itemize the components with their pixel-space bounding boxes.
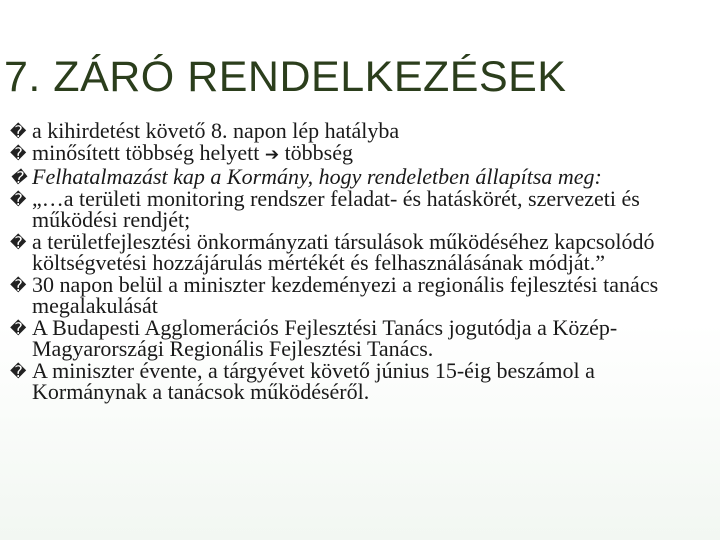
list-item bbox=[10, 185, 710, 232]
list-item bbox=[10, 166, 710, 188]
list-item bbox=[10, 271, 710, 318]
item-text: „…a területi monitoring rendszer feladat- és hatáskörét, szervezeti és működési rendjét; bbox=[32, 185, 640, 232]
bullet-icon: � bbox=[10, 122, 27, 141]
item-text: 30 napon belül a miniszter kezdeményezi a regionális fejlesztési tanács megalakulását bbox=[32, 271, 659, 318]
bullet-list bbox=[10, 120, 710, 403]
bullet-icon: � bbox=[10, 232, 27, 252]
bullet-icon: � bbox=[10, 318, 27, 338]
list-item bbox=[10, 120, 710, 142]
item-text: minősített többség helyett bbox=[32, 139, 260, 165]
slide-title: 7. ZÁRÓ RENDELKEZÉSEK bbox=[4, 53, 567, 101]
item-text: A Budapesti Agglomerációs Fejlesztési Tanács jogutódja a Közép-Magyarországi Regionális Fejlesztési Tanács. bbox=[32, 314, 618, 361]
item-text: Felhatalmazást kap a Kormány, hogy rendeletben állapítsa meg: bbox=[32, 164, 602, 189]
list-item bbox=[10, 357, 710, 404]
bullet-icon: � bbox=[10, 168, 27, 187]
bullet-icon: � bbox=[10, 143, 27, 163]
bullet-icon: � bbox=[10, 361, 27, 381]
list-item bbox=[10, 139, 710, 167]
arrow-right-icon: ➔ bbox=[264, 144, 280, 165]
item-text: a területfejlesztési önkormányzati társulások működéséhez kapcsolódó költségvetési hozzájárulás mértékét és felhasználásának módját.” bbox=[32, 228, 655, 275]
item-text: a kihirdetést követő 8. napon lép hatályba bbox=[32, 118, 400, 143]
list-item bbox=[10, 228, 710, 275]
item-text: többség bbox=[284, 139, 354, 165]
list-item bbox=[10, 314, 710, 361]
bullet-icon: � bbox=[10, 189, 27, 209]
bullet-icon: � bbox=[10, 275, 27, 295]
item-text: A miniszter évente, a tárgyévet követő június 15-éig beszámol a Kormánynak a tanácsok működéséről. bbox=[32, 357, 595, 404]
